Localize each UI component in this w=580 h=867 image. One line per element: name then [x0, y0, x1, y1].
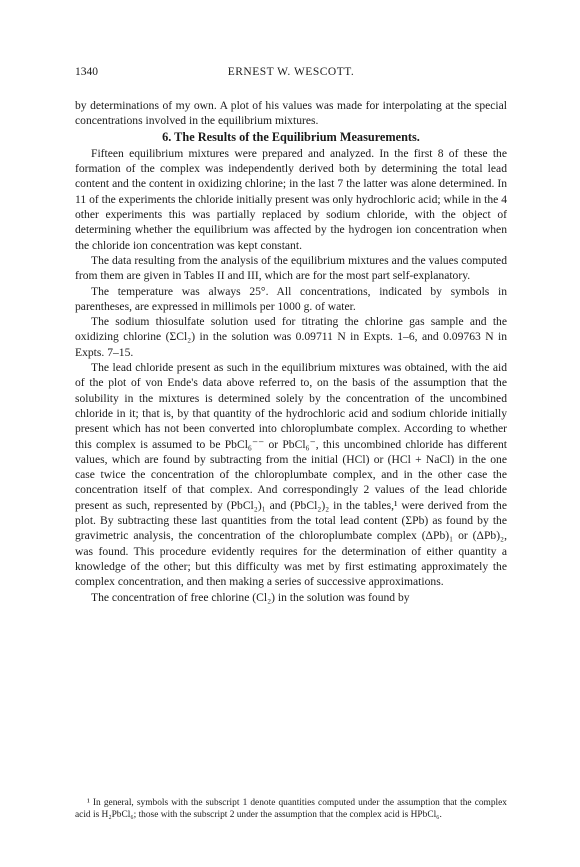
paragraph: The concentration of free chlorine (Cl₂) in the solution was found by — [91, 590, 410, 604]
paragraph: The data resulting from the analysis of the equilibrium mixtures and the values computed from them are given in Tables II and III, which are for the most part self-explanatory. — [75, 253, 507, 283]
footnote-text: ¹ In general, symbols with the subscript 1 denote quantities computed under the assumption that the complex acid is H₂PbCl₆; those with the subscript 2 under the assumption that the complex acid is HPbCl₆. — [75, 798, 507, 820]
page-number: 1340 — [75, 66, 98, 78]
running-title: ERNEST W. WESCOTT. — [227, 66, 355, 78]
page-header — [75, 66, 507, 82]
body-text — [75, 98, 507, 605]
section-heading: 6. The Results of the Equilibrium Measurements. — [162, 129, 420, 144]
paragraph-continued: by determinations of my own. A plot of his values was made for interpolating at the special concentrations involved in the equilibrium mixtures. — [75, 99, 507, 128]
footnote — [75, 797, 507, 821]
paragraph: The lead chloride present as such in the equilibrium mixtures was obtained, with the aid of the plot of von Ende's data above referred to, on the basis of the assumption that the solubility in the mixtures is determined solely by the concentration of the uncombined chloride in it; that is, by that quantity of the hydrochloric acid and sodium chloride initially present which has not been converted into chloroplumbate complex. According to whether this complex is assumed to be PbCl₆⁻⁻ or PbCl₆⁻, this uncombined chloride has different values, which are found by subtracting from the initial (HCl) or (HCl + NaCl) in the one case twice the concentration of the chloroplumbate complex, and in the other case the concentration itself of that complex. And correspondingly 2 values of the lead chloride present as such, represented by (PbCl₂)₁ and (PbCl₂)₂ in the tables,¹ were derived from the plot. By subtracting these last quantities from the total lead content (ΣPb) as found by the gravimetric analysis, the concentration of the chloroplumbate complex (ΔPb)₁ or (ΔPb)₂, was found. This procedure evidently requires for the determination of either quantity a knowledge of the other; but this difficulty was met by first estimating approximately the complex concentration, and then making a series of successive approximations. — [75, 361, 507, 589]
paragraph: Fifteen equilibrium mixtures were prepared and analyzed. In the first 8 of these the formation of the complex was independently derived both by determining the total lead content and the content in oxidizing chlorine; in the last 7 the latter was alone determined. In 11 of the experiments the chloride initially present was only hydrochloric acid; while in the 4 other experiments this was partially replaced by sodium chloride, with the object of determining whether the equilibrium was affected by the hydrogen ion concentration when the chloride ion concentration was kept constant. — [75, 146, 507, 252]
paragraph: The sodium thiosulfate solution used for titrating the chlorine gas sample and the oxidizing chlorine (ΣCl₂) in the solution was 0.09711 N in Expts. 1–6, and 0.09763 N in Expts. 7–15. — [75, 315, 507, 359]
paragraph: The temperature was always 25°. All concentrations, indicated by symbols in parentheses, are expressed in millimols per 1000 g. of water. — [75, 284, 507, 313]
